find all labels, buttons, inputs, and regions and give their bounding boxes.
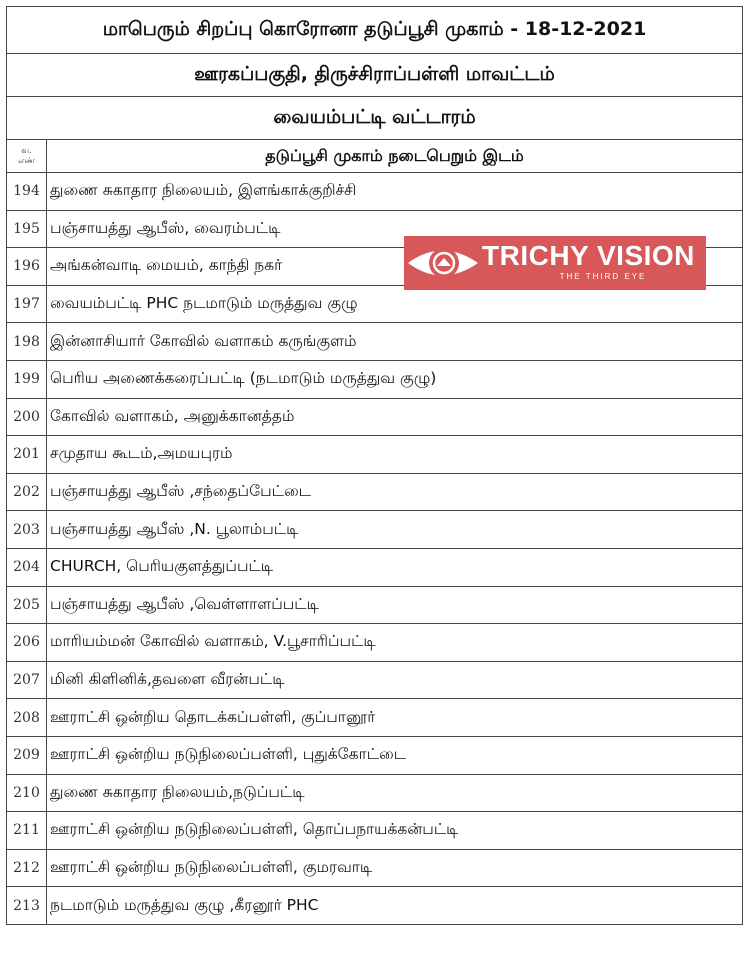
camp-location: பஞ்சாயத்து ஆபீஸ் ,வெள்ளாளப்பட்டி [47, 586, 743, 624]
table-row [7, 285, 743, 323]
camp-location: பஞ்சாயத்து ஆபீஸ், வைரம்பட்டி [47, 210, 743, 248]
place-column-header: தடுப்பூசி முகாம் நடைபெறும் இடம் [47, 140, 743, 173]
watermark-title: TRICHY VISION [482, 240, 695, 271]
serial-number: 212 [7, 849, 47, 887]
serial-number: 207 [7, 661, 47, 699]
serial-number: 206 [7, 624, 47, 662]
serial-number: 197 [7, 285, 47, 323]
table-row [7, 774, 743, 812]
camp-location: ஊராட்சி ஒன்றிய நடுநிலைப்பள்ளி, புதுக்கோட்டை [47, 736, 743, 774]
district-heading: ஊரகப்பகுதி, திருச்சிராப்பள்ளி மாவட்டம் [7, 54, 743, 97]
camp-location: பெரிய அணைக்கரைப்பட்டி (நடமாடும் மருத்துவ குழு) [47, 360, 743, 398]
camp-location: ஊராட்சி ஒன்றிய நடுநிலைப்பள்ளி, குமரவாடி [47, 849, 743, 887]
serial-number: 200 [7, 398, 47, 436]
table-row [7, 661, 743, 699]
camp-location: நடமாடும் மருத்துவ குழு ,கீரனூர் PHC [47, 887, 743, 925]
camp-location: ஊராட்சி ஒன்றிய தொடக்கப்பள்ளி, குப்பானூர் [47, 699, 743, 737]
table-row [7, 548, 743, 586]
table-row [7, 360, 743, 398]
table-row [7, 736, 743, 774]
serial-number: 210 [7, 774, 47, 812]
table-row [7, 473, 743, 511]
camp-location: வையம்பட்டி PHC நடமாடும் மருத்துவ குழு [47, 285, 743, 323]
table-row [7, 586, 743, 624]
camp-list-sheet [6, 6, 742, 925]
camp-location: ஊராட்சி ஒன்றிய நடுநிலைப்பள்ளி, தொப்பநாயக்கன்பட்டி [47, 812, 743, 850]
camp-location: CHURCH, பெரியகுளத்துப்பட்டி [47, 548, 743, 586]
watermark-text [482, 240, 704, 282]
serial-number: 203 [7, 511, 47, 549]
camp-location: துணை சுகாதார நிலையம், இளங்காக்குறிச்சி [47, 173, 743, 211]
camp-location: கோவில் வளாகம், அனுக்கானத்தம் [47, 398, 743, 436]
camp-location: மாரியம்மன் கோவில் வளாகம், V.பூசாரிப்பட்டி [47, 624, 743, 662]
serial-number: 199 [7, 360, 47, 398]
serial-header-line1: வ. [21, 146, 32, 155]
table-row [7, 173, 743, 211]
block-row [7, 97, 743, 140]
camp-location: மினி கிளினிக்,தவளை வீரன்பட்டி [47, 661, 743, 699]
serial-number: 211 [7, 812, 47, 850]
table-row [7, 812, 743, 850]
serial-number: 208 [7, 699, 47, 737]
serial-column-header [7, 140, 47, 173]
table-row [7, 436, 743, 474]
eye-logo-icon [404, 236, 480, 290]
serial-number: 198 [7, 323, 47, 361]
table-row [7, 323, 743, 361]
page-title: மாபெரும் சிறப்பு கொரோனா தடுப்பூசி முகாம் - 18-12-2021 [7, 7, 743, 54]
title-row [7, 7, 743, 54]
serial-number: 194 [7, 173, 47, 211]
table-row [7, 511, 743, 549]
table-row [7, 699, 743, 737]
block-heading: வையம்பட்டி வட்டாரம் [7, 97, 743, 140]
table-row [7, 398, 743, 436]
serial-header-line2: எண் [18, 156, 35, 165]
serial-number: 201 [7, 436, 47, 474]
district-row [7, 54, 743, 97]
table-row [7, 849, 743, 887]
camp-location: பஞ்சாயத்து ஆபீஸ் ,N. பூலாம்பட்டி [47, 511, 743, 549]
column-header-row [7, 140, 743, 173]
serial-number: 196 [7, 248, 47, 286]
camp-location: சமுதாய கூடம்,அமயபுரம் [47, 436, 743, 474]
camp-location: பஞ்சாயத்து ஆபீஸ் ,சந்தைப்பேட்டை [47, 473, 743, 511]
trichy-vision-watermark [404, 236, 706, 290]
table-row [7, 624, 743, 662]
serial-number: 204 [7, 548, 47, 586]
table-row [7, 887, 743, 925]
camp-location: துணை சுகாதார நிலையம்,நடுப்பட்டி [47, 774, 743, 812]
serial-number: 195 [7, 210, 47, 248]
serial-number: 213 [7, 887, 47, 925]
serial-number: 202 [7, 473, 47, 511]
serial-number: 205 [7, 586, 47, 624]
camp-location: அங்கன்வாடி மையம், காந்தி நகர் [47, 248, 743, 286]
camp-table [6, 6, 743, 925]
camp-location: இன்னாசியார் கோவில் வளாகம் கருங்குளம் [47, 323, 743, 361]
watermark-subtitle: THE THIRD EYE [559, 272, 647, 281]
serial-number: 209 [7, 736, 47, 774]
